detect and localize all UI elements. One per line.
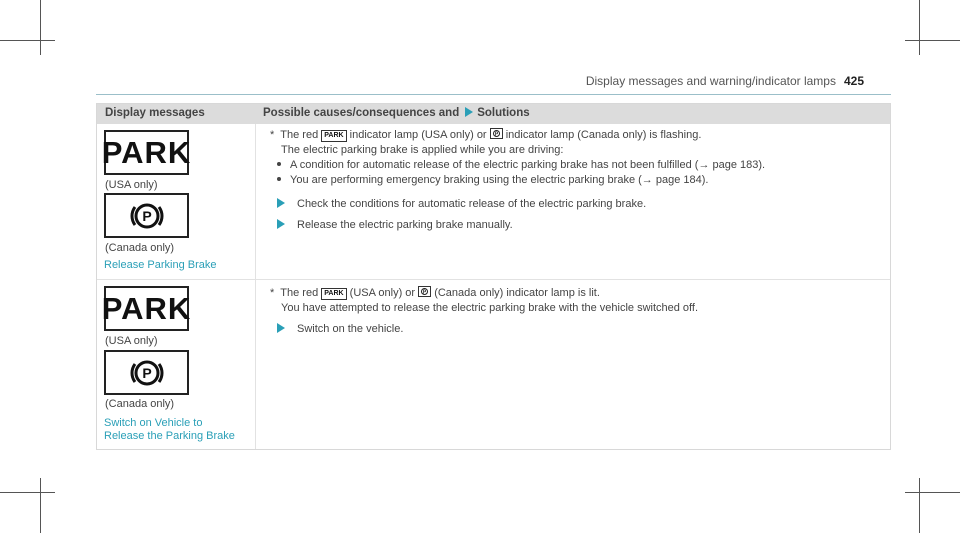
- cause-text: indicator lamp (Canada only) is flashing.: [505, 129, 702, 141]
- crop-mark: [40, 478, 41, 533]
- table-header: [97, 104, 890, 124]
- cause-star: *: [270, 287, 275, 299]
- header-rule: [96, 94, 891, 95]
- bullet-text: You are performing emergency braking using the electric parking brake (→ page 184).: [290, 174, 709, 186]
- crop-mark: [905, 492, 960, 493]
- usa-only-label: (USA only): [105, 335, 158, 347]
- display-message-line1: Release Parking Brake: [104, 259, 217, 271]
- solution-step: [265, 197, 765, 212]
- park-lamp-text: PARK: [101, 290, 192, 326]
- park-lamp-icon: [101, 130, 192, 175]
- solution-text: Release the electric parking brake manually.: [297, 219, 513, 231]
- display-message-text: [104, 259, 217, 272]
- cause-text: (Canada only) indicator lamp is lit.: [434, 287, 600, 299]
- park-lamp-text: PARK: [101, 134, 192, 170]
- crop-mark: [919, 478, 920, 533]
- page-header: [586, 74, 864, 88]
- parking-brake-circle-icon: [104, 193, 189, 238]
- canada-only-label: (Canada only): [105, 398, 175, 410]
- bullet-item: [265, 158, 765, 173]
- causes-solutions-row-1: [265, 128, 765, 233]
- parking-brake-symbol-icon: [127, 353, 167, 393]
- bullet-item: [265, 173, 765, 188]
- bullet-text: A condition for automatic release of the electric parking brake has not been fulfilled (→ page 183).: [290, 159, 766, 171]
- cause-star: *: [270, 129, 275, 141]
- cause-text: The red: [280, 287, 319, 299]
- svg-text:P: P: [422, 289, 427, 296]
- parking-brake-indicator-icon: [490, 128, 503, 139]
- parking-brake-symbol-icon: [127, 196, 167, 236]
- canada-only-label: (Canada only): [105, 242, 175, 254]
- crop-mark: [0, 492, 55, 493]
- park-indicator-icon: PARK: [321, 130, 346, 142]
- svg-text:P: P: [494, 131, 498, 138]
- solution-text: Switch on the vehicle.: [297, 323, 404, 335]
- step-arrow-icon: [277, 198, 285, 208]
- svg-text:P: P: [141, 207, 152, 224]
- cause-text: (USA only) or: [349, 287, 416, 299]
- solution-text: Check the conditions for automatic release of the electric parking brake.: [297, 198, 647, 210]
- solution-step: [265, 218, 765, 233]
- solution-arrow-icon: [465, 107, 473, 117]
- page-header-title: Display messages and warning/indicator lamps: [585, 74, 836, 88]
- step-arrow-icon: [277, 219, 285, 229]
- causes-solutions-row-2: [265, 286, 698, 337]
- col-header-prefix: Possible causes/consequences and: [263, 107, 460, 119]
- display-message-text: [104, 417, 235, 443]
- col-header-causes-solutions: [263, 107, 530, 119]
- col-header-suffix: Solutions: [477, 107, 530, 119]
- usa-only-label: (USA only): [105, 179, 158, 191]
- svg-text:P: P: [141, 364, 152, 381]
- cause-line: [265, 128, 765, 143]
- col-header-display-messages: Display messages: [105, 107, 205, 119]
- park-indicator-icon: PARK: [321, 288, 346, 300]
- display-message-line1: Switch on Vehicle to: [104, 417, 203, 429]
- parking-brake-circle-icon: [104, 350, 189, 395]
- display-message-line2: Release the Parking Brake: [104, 430, 235, 442]
- cause-text: The red: [280, 129, 319, 141]
- step-arrow-icon: [277, 323, 285, 333]
- park-lamp-icon: [101, 286, 192, 331]
- cause-text: indicator lamp (USA only) or: [349, 129, 487, 141]
- cause-detail: You have attempted to release the electric parking brake with the vehicle switched off.: [281, 302, 699, 314]
- crop-mark: [919, 0, 920, 55]
- crop-mark: [905, 40, 960, 41]
- crop-mark: [40, 0, 41, 55]
- column-divider: [255, 124, 256, 449]
- solution-step: [265, 322, 698, 337]
- cause-detail: The electric parking brake is applied while you are driving:: [281, 144, 564, 156]
- bullet-icon: [277, 162, 281, 166]
- parking-brake-indicator-icon: [418, 286, 431, 297]
- display-messages-table: [96, 103, 891, 450]
- crop-mark: [0, 40, 55, 41]
- page-number: 425: [843, 74, 864, 88]
- row-divider: [97, 279, 890, 280]
- cause-line: [265, 286, 698, 301]
- bullet-icon: [277, 177, 281, 181]
